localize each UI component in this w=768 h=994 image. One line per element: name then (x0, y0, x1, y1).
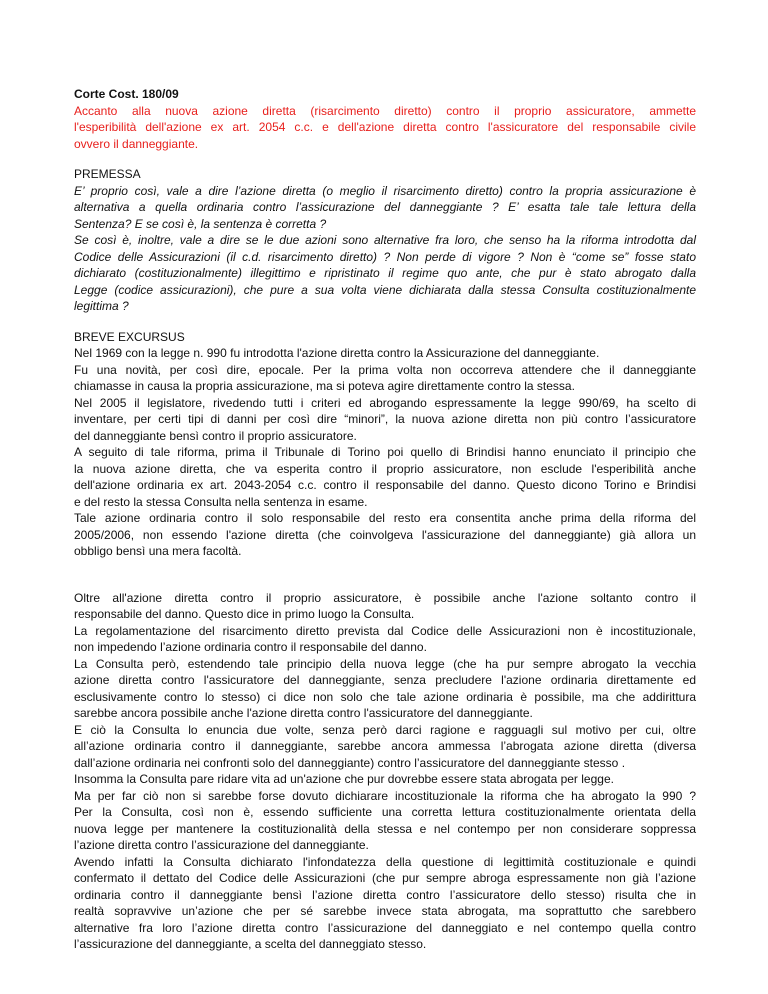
excursus-line: inventare, per certi tipi di danni per così dire “minori”, la nuova azione diretta non più contro l’assicuratore (74, 412, 696, 426)
premessa-heading: PREMESSA (74, 167, 141, 181)
premessa-paragraph (74, 183, 696, 315)
body-line: dall’azione ordinaria nei confronti solo del danneggiante) contro l’assicuratore del danneggiante stesso . (74, 755, 626, 770)
intro-line: ovvero il danneggiante. (74, 136, 199, 151)
premessa-line: E’ proprio così, vale a dire l’azione diretta (o meglio il risarcimento diretto) contro la propria assicurazione è (74, 183, 696, 198)
body-line: Ma per far ciò non si sarebbe forse dovuto dichiarare incostituzionale la riforma che ha abrogato la 990 ? (74, 788, 696, 803)
body-line: realtà sopravvive un’azione che per sé sarebbe invece stata abrogata, ma soprattutto che sarebbero (74, 904, 696, 918)
excursus-line: Nel 2005 il legislatore, rivedendo tutti i criteri ed abrogando espressamente la legge 990/69, ha scelto di (74, 395, 696, 410)
body-line: E ciò la Consulta lo enuncia due volte, senza però darci ragione e ragguagli sul motivo per cui, oltre (74, 722, 696, 737)
body-line: all’azione ordinaria contro il danneggiante, sarebbe ancora ammessa l’abrogata azione diretta (diversa (74, 739, 696, 753)
premessa-line: Se così è, inoltre, vale a dire se le due azioni sono alternative fra loro, che senso ha la riforma introdotta dal (74, 233, 696, 247)
body-line: l’assicurazione del danneggiante, a scelta del danneggiato stesso. (74, 937, 427, 951)
premessa-line: dichiarato (costituzionalmente) illegittimo e ripristinato il regime quo ante, che pur è stato abrogato dalla (74, 266, 696, 280)
excursus-line: e del resto la stessa Consulta nella sentenza in esame. (74, 494, 368, 509)
premessa-line: Codice delle Assicurazioni (il c.d. risarcimento diretto) ? Non perde di vigore ? Non è “come se” fosse stato (74, 249, 696, 264)
excursus-line: la nuova azione diretta, che va esperita contro il proprio assicuratore, non esclude l'esperibilità anche (74, 461, 696, 476)
excursus-line: chiamasse in causa la propria assicurazione, ma si poteva agire direttamente contro la stessa. (74, 379, 575, 393)
premessa-line: Legge (codice assicurazioni), che pure a sua volta viene dichiarata dalla stessa Consulta costituzionalmente (74, 282, 696, 297)
body-line: nuova legge per mantenere la costituzionalità della stessa e nel contempo per non considerare soppressa (74, 821, 696, 836)
premessa-line: legittima ? (74, 299, 129, 313)
document-page (74, 86, 696, 953)
intro-line: Accanto alla nuova azione diretta (risarcimento diretto) contro il proprio assicuratore, ammette (74, 103, 696, 118)
body-line: Insomma la Consulta pare ridare vita ad un'azione che pur dovrebbe essere stata abrogata per legge. (74, 772, 614, 786)
excursus-line: Nel 1969 con la legge n. 990 fu introdotta l'azione diretta contro la Assicurazione del danneggiante. (74, 346, 600, 360)
body-line: l’azione diretta contro l’assicurazione del danneggiante. (74, 838, 369, 852)
premessa-line: Sentenza? E se così è, la sentenza è corretta ? (74, 216, 327, 231)
body-line: esclusivamente contro lo stesso) ci dice non solo che tale azione ordinaria è possibile, ma che addirittura (74, 689, 696, 704)
excursus-line: Fu una novità, per così dire, epocale. Per la prima volta non occorreva attendere che il danneggiante (74, 362, 696, 377)
body-line: La Consulta però, estendendo tale principio della nuova legge (che ha pur sempre abrogato la vecchia (74, 656, 696, 671)
document-title: Corte Cost. 180/09 (74, 87, 179, 101)
body-paragraph (74, 590, 696, 953)
premessa-line: alternativa a quella ordinaria contro l’assicurazione del danneggiante ? E’ esatta tale tale lettura della (74, 200, 696, 214)
body-line: confermato il dettato del Codice delle Assicurazioni (che pur sempre abroga espressamente non già l’azione (74, 871, 696, 885)
intro-paragraph (74, 103, 696, 153)
body-line: ordinaria contro il danneggiante bensì l’azione diretta contro l’assicuratore dello stesso) risulta che in (74, 887, 696, 902)
body-line: Per la Consulta, così non è, essendo sufficiente una corretta lettura costituzionalmente orientata della (74, 805, 696, 819)
excursus-paragraph (74, 345, 696, 560)
body-line: alternative fra loro l’azione diretta contro l’assicurazione del danneggiato e nel contempo quella contro (74, 920, 696, 935)
excursus-line: obbligo bensì una mera facoltà. (74, 544, 242, 558)
body-line: non impedendo l’azione ordinaria contro il responsabile del danno. (74, 640, 427, 654)
body-line: azione diretta contro l'assicuratore del danneggiante, senza precludere l'azione ordinaria direttamente ed (74, 673, 696, 687)
excursus-heading: BREVE EXCURSUS (74, 329, 185, 344)
excursus-line: A seguito di tale riforma, prima il Tribunale di Torino poi quello di Brindisi hanno enunciato il principio che (74, 445, 696, 459)
body-line: La regolamentazione del risarcimento diretto prevista dal Codice delle Assicurazioni non è incostituzionale, (74, 623, 696, 638)
body-line: Avendo infatti la Consulta dichiarato l'infondatezza della questione di legittimità costituzionale e quindi (74, 854, 696, 869)
excursus-line: Tale azione ordinaria contro il solo responsabile del resto era consentita anche prima della riforma del (74, 511, 696, 525)
body-line: Oltre all'azione diretta contro il proprio assicuratore, è possibile anche l'azione soltanto contro il (74, 590, 696, 605)
excursus-line: dell'azione ordinaria ex art. 2043-2054 c.c. contro il responsabile del danno. Questo dicono Torino e Brindisi (74, 478, 696, 492)
body-line: sarebbe ancora possibile anche l'azione diretta contro l'assicuratore del danneggiante. (74, 706, 533, 720)
excursus-line: del danneggiante bensì contro il proprio assicuratore. (74, 428, 357, 443)
intro-line: l'esperibilità dell'azione ex art. 2054 c.c. e dell'azione diretta contro l'assicuratore del responsabile civile (74, 120, 696, 134)
excursus-line: 2005/2006, non essendo l'azione diretta (che coinvolgeva l'assicurazione del danneggiante) già allora un (74, 527, 696, 542)
body-line: responsabile del danno. Questo dice in primo luogo la Consulta. (74, 607, 415, 621)
